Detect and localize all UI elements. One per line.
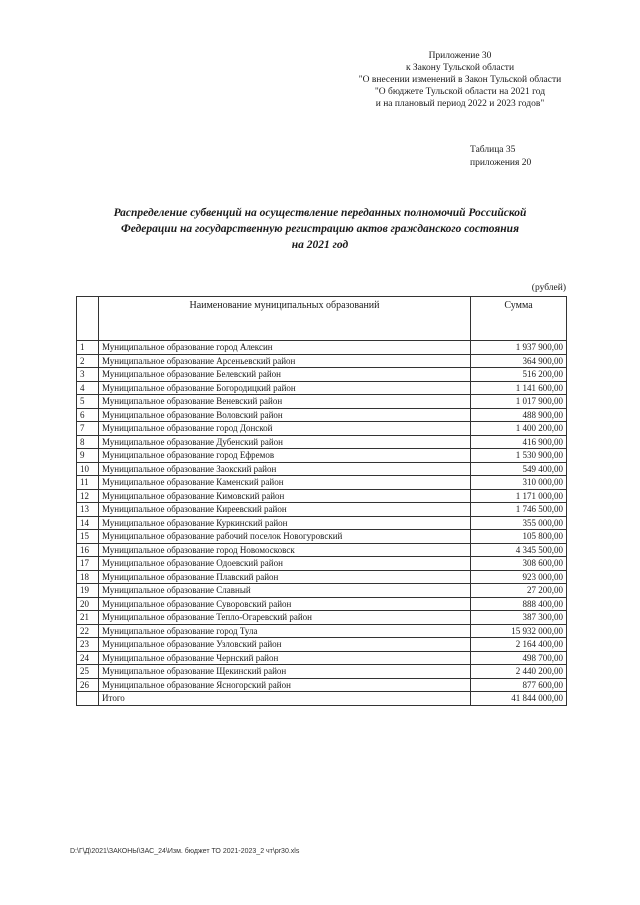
row-sum-cell: 387 300,00 (471, 611, 567, 625)
row-name-cell: Муниципальное образование Веневский район (99, 395, 471, 409)
table-row (77, 489, 567, 503)
table-ref-line: приложения 20 (470, 158, 532, 168)
row-number-cell: 8 (77, 435, 99, 449)
row-sum-cell: 2 440 200,00 (471, 665, 567, 679)
document-title (60, 205, 580, 253)
row-name-cell: Муниципальное образование Дубенский район (99, 435, 471, 449)
row-sum-cell: 1 937 900,00 (471, 341, 567, 355)
table-row (77, 395, 567, 409)
row-number-cell: 5 (77, 395, 99, 409)
row-sum-cell: 1 017 900,00 (471, 395, 567, 409)
row-name-cell: Муниципальное образование город Тула (99, 624, 471, 638)
row-sum-cell: 1 400 200,00 (471, 422, 567, 436)
row-name-cell: Муниципальное образование город Донской (99, 422, 471, 436)
appendix-line: "О внесении изменений в Закон Тульской области (358, 75, 562, 85)
row-number-cell: 9 (77, 449, 99, 463)
row-sum-cell: 15 932 000,00 (471, 624, 567, 638)
table-row (77, 530, 567, 544)
header-sum-cell: Сумма (471, 297, 567, 341)
title-line: Федерации на государственную регистрацию актов гражданского состояния (121, 223, 519, 235)
row-number-cell: 23 (77, 638, 99, 652)
row-sum-cell: 27 200,00 (471, 584, 567, 598)
row-name-cell: Муниципальное образование город Ефремов (99, 449, 471, 463)
row-name-cell: Муниципальное образование Воловский район (99, 408, 471, 422)
table-row (77, 543, 567, 557)
table-row (77, 354, 567, 368)
row-number-cell: 21 (77, 611, 99, 625)
row-sum-cell: 355 000,00 (471, 516, 567, 530)
row-sum-cell: 549 400,00 (471, 462, 567, 476)
row-sum-cell: 1 171 000,00 (471, 489, 567, 503)
row-number-cell: 6 (77, 408, 99, 422)
row-name-cell: Муниципальное образование Чернский район (99, 651, 471, 665)
row-sum-cell: 1 530 900,00 (471, 449, 567, 463)
row-name-cell: Муниципальное образование Суворовский район (99, 597, 471, 611)
table-row (77, 611, 567, 625)
table-row (77, 449, 567, 463)
row-sum-cell: 416 900,00 (471, 435, 567, 449)
row-name-cell: Муниципальное образование Ясногорский район (99, 678, 471, 692)
total-number-cell (77, 692, 99, 706)
row-number-cell: 16 (77, 543, 99, 557)
row-number-cell: 24 (77, 651, 99, 665)
row-sum-cell: 308 600,00 (471, 557, 567, 571)
table-row (77, 422, 567, 436)
table-row (77, 381, 567, 395)
row-number-cell: 13 (77, 503, 99, 517)
row-name-cell: Муниципальное образование Богородицкий район (99, 381, 471, 395)
row-sum-cell: 310 000,00 (471, 476, 567, 490)
total-label-cell: Итого (99, 692, 471, 706)
header-name-cell: Наименование муниципальных образований (99, 297, 471, 341)
row-name-cell: Муниципальное образование Одоевский район (99, 557, 471, 571)
row-name-cell: Муниципальное образование Тепло-Огаревский район (99, 611, 471, 625)
row-number-cell: 17 (77, 557, 99, 571)
appendix-line: "О бюджете Тульской области на 2021 год (374, 87, 546, 97)
row-number-cell: 3 (77, 368, 99, 382)
row-number-cell: 12 (77, 489, 99, 503)
row-sum-cell: 877 600,00 (471, 678, 567, 692)
row-number-cell: 22 (77, 624, 99, 638)
row-name-cell: Муниципальное образование Заокский район (99, 462, 471, 476)
appendix-line: к Закону Тульской области (405, 63, 515, 73)
appendix-header (330, 50, 590, 110)
table-row (77, 476, 567, 490)
row-name-cell: Муниципальное образование Плавский район (99, 570, 471, 584)
row-number-cell: 18 (77, 570, 99, 584)
row-number-cell: 11 (77, 476, 99, 490)
row-name-cell: Муниципальное образование город Новомосковск (99, 543, 471, 557)
appendix-line: и на плановый период 2022 и 2023 годов" (375, 99, 545, 109)
units-label: (рублей) (531, 283, 566, 293)
table-row (77, 638, 567, 652)
row-name-cell: Муниципальное образование Щекинский район (99, 665, 471, 679)
table-row (77, 678, 567, 692)
table-header-row (77, 297, 567, 341)
row-number-cell: 7 (77, 422, 99, 436)
row-name-cell: Муниципальное образование Каменский район (99, 476, 471, 490)
table-row (77, 665, 567, 679)
row-number-cell: 20 (77, 597, 99, 611)
table-row (77, 584, 567, 598)
table-row (77, 570, 567, 584)
row-sum-cell: 1 746 500,00 (471, 503, 567, 517)
row-number-cell: 25 (77, 665, 99, 679)
title-line: на 2021 год (291, 239, 349, 251)
row-name-cell: Муниципальное образование Белевский район (99, 368, 471, 382)
subsidy-table (76, 296, 567, 706)
row-name-cell: Муниципальное образование Куркинский район (99, 516, 471, 530)
row-sum-cell: 364 900,00 (471, 354, 567, 368)
table-row (77, 462, 567, 476)
row-number-cell: 1 (77, 341, 99, 355)
table-row (77, 624, 567, 638)
row-number-cell: 10 (77, 462, 99, 476)
table-total-row (77, 692, 567, 706)
table-row (77, 408, 567, 422)
row-name-cell: Муниципальное образование Кимовский район (99, 489, 471, 503)
row-sum-cell: 1 141 600,00 (471, 381, 567, 395)
row-sum-cell: 488 900,00 (471, 408, 567, 422)
row-sum-cell: 923 000,00 (471, 570, 567, 584)
row-name-cell: Муниципальное образование Киреевский район (99, 503, 471, 517)
table-row (77, 651, 567, 665)
table-row (77, 503, 567, 517)
row-sum-cell: 105 800,00 (471, 530, 567, 544)
row-number-cell: 26 (77, 678, 99, 692)
header-number-cell (77, 297, 99, 341)
title-line: Распределение субвенций на осуществление переданных полномочий Российской (113, 207, 527, 219)
row-number-cell: 15 (77, 530, 99, 544)
row-sum-cell: 2 164 400,00 (471, 638, 567, 652)
row-name-cell: Муниципальное образование Узловский район (99, 638, 471, 652)
row-number-cell: 2 (77, 354, 99, 368)
row-sum-cell: 516 200,00 (471, 368, 567, 382)
row-name-cell: Муниципальное образование рабочий поселок Новогуровский (99, 530, 471, 544)
row-sum-cell: 498 700,00 (471, 651, 567, 665)
row-sum-cell: 888 400,00 (471, 597, 567, 611)
table-reference (470, 144, 580, 170)
row-number-cell: 19 (77, 584, 99, 598)
table-row (77, 435, 567, 449)
row-number-cell: 14 (77, 516, 99, 530)
table-ref-line: Таблица 35 (470, 145, 516, 155)
appendix-line: Приложение 30 (428, 51, 492, 61)
row-number-cell: 4 (77, 381, 99, 395)
total-sum-cell: 41 844 000,00 (471, 692, 567, 706)
row-name-cell: Муниципальное образование город Алексин (99, 341, 471, 355)
table-row (77, 516, 567, 530)
row-name-cell: Муниципальное образование Славный (99, 584, 471, 598)
table-row (77, 597, 567, 611)
file-path-footer: D:\Г\Д\2021\ЗАКОНЫ\ЗАС_24\Изм. бюджет ТО 2021-2023_2 чт\pr30.xls (70, 848, 300, 855)
row-name-cell: Муниципальное образование Арсеньевский район (99, 354, 471, 368)
row-sum-cell: 4 345 500,00 (471, 543, 567, 557)
table-row (77, 557, 567, 571)
table-row (77, 368, 567, 382)
table-row (77, 341, 567, 355)
